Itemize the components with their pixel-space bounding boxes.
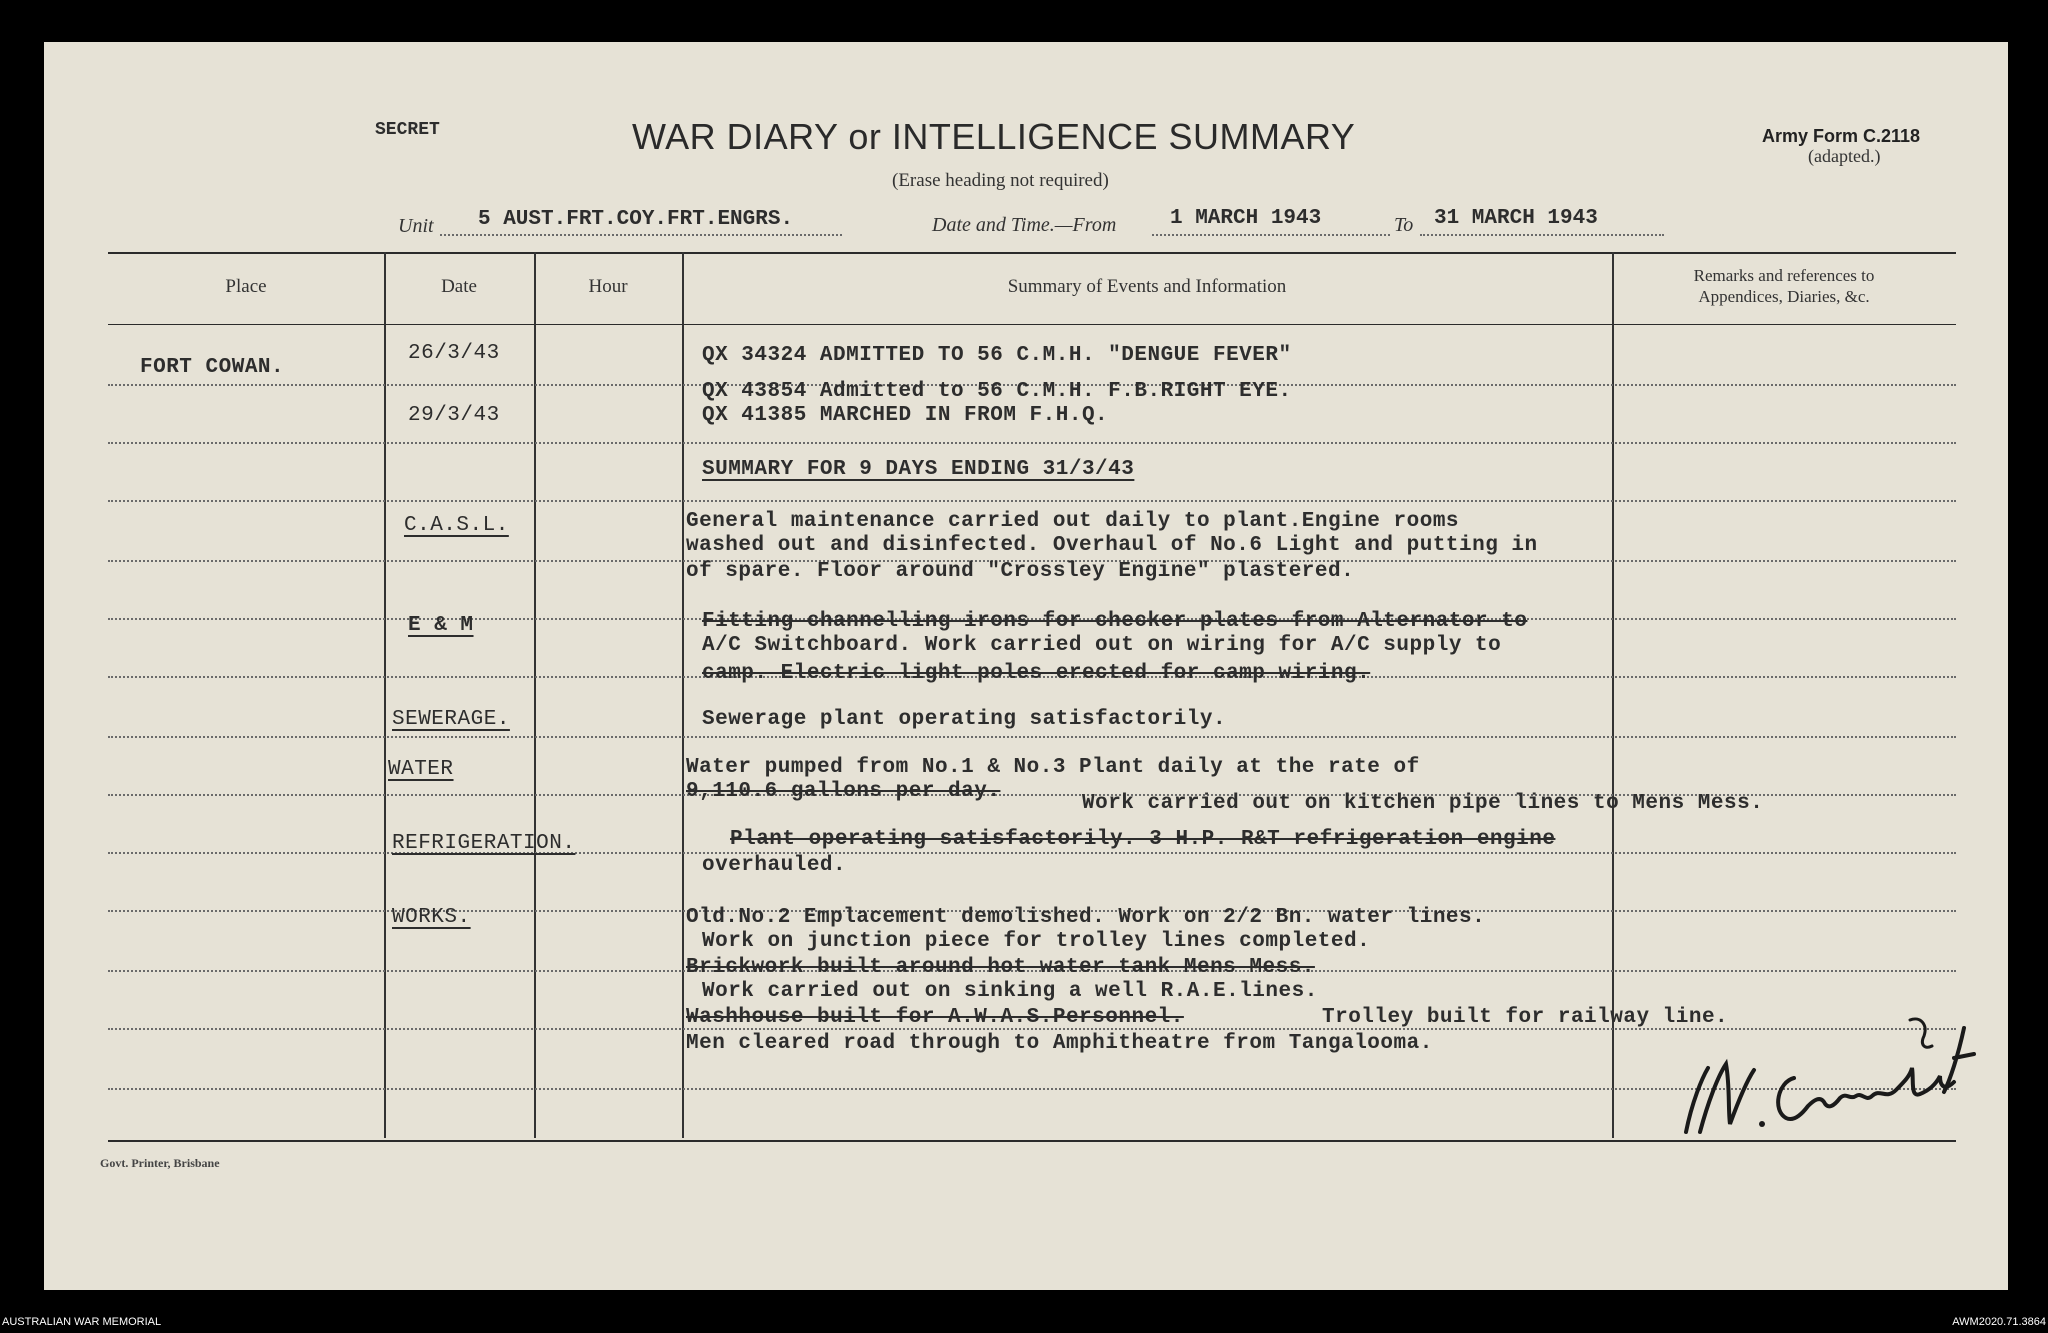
date-from-label: Date and Time.—From xyxy=(932,214,1117,236)
secret-stamp: SECRET xyxy=(375,120,440,140)
archive-id: AWM2020.71.3864 xyxy=(1952,1316,2046,1328)
water-line: 9,110.6 gallons per day. xyxy=(686,780,1001,803)
date-from-dotted-line xyxy=(1152,234,1390,236)
column-header-summary: Summary of Events and Information xyxy=(1007,276,1287,297)
column-header-remarks-line2: Appendices, Diaries, &c. xyxy=(1698,287,1870,306)
column-header-place: Place xyxy=(225,276,267,297)
ruling-line xyxy=(108,852,1956,854)
officer-signature xyxy=(1674,1006,1994,1142)
entry-line: QX 43854 Admitted to 56 C.M.H. F.B.RIGHT EYE. xyxy=(702,380,1292,403)
form-adapted: (adapted.) xyxy=(1808,146,1881,166)
column-header-hour: Hour xyxy=(588,276,628,297)
casl-line: washed out and disinfected. Overhaul of No.6 Light and putting in xyxy=(686,534,1538,557)
water-line: Water pumped from No.1 & No.3 Plant daily at the rate of xyxy=(686,756,1420,779)
works-line: Washhouse built for A.W.A.S.Personnel. xyxy=(686,1006,1184,1029)
em-line: camp. Electric light poles erected for camp wiring. xyxy=(702,662,1371,685)
ruling-line xyxy=(108,442,1956,444)
casl-line: of spare. Floor around "Crossley Engine" plastered. xyxy=(686,560,1355,583)
column-header-date: Date xyxy=(441,276,477,297)
em-line: Fitting channelling irons for checker plates from Alternator to xyxy=(702,610,1528,633)
printer-imprint: Govt. Printer, Brisbane xyxy=(100,1156,220,1170)
works-line: Work on junction piece for trolley lines completed. xyxy=(702,930,1371,953)
date-to-label: To xyxy=(1394,214,1414,236)
works-line: Trolley built for railway line. xyxy=(1322,1006,1729,1029)
section-label-em: E & M xyxy=(408,614,474,637)
date-to-value: 31 MARCH 1943 xyxy=(1434,207,1598,230)
em-line: A/C Switchboard. Work carried out on wiring for A/C supply to xyxy=(702,634,1502,657)
date-from-value: 1 MARCH 1943 xyxy=(1170,207,1322,230)
page-title: WAR DIARY or INTELLIGENCE SUMMARY xyxy=(632,116,1356,157)
section-label-refrigeration: REFRIGERATION. xyxy=(392,832,576,855)
refrigeration-line: Plant operating satisfactorily. 3 H.P. R&T refrigeration engine xyxy=(730,828,1556,851)
casl-line: General maintenance carried out daily to plant.Engine rooms xyxy=(686,510,1460,533)
column-header-remarks-line1: Remarks and references to xyxy=(1693,266,1875,285)
page-subtitle: (Erase heading not required) xyxy=(892,170,1109,191)
date-entry: 26/3/43 xyxy=(408,342,500,365)
form-number: Army Form C.2118 xyxy=(1762,126,1921,146)
place-entry: FORT COWAN. xyxy=(140,356,285,379)
section-label-works: WORKS. xyxy=(392,906,471,929)
section-label-sewerage: SEWERAGE. xyxy=(392,708,510,731)
works-line: Brickwork built around hot water tank Mens Mess. xyxy=(686,956,1315,979)
date-to-dotted-line xyxy=(1420,234,1664,236)
unit-value: 5 AUST.FRT.COY.FRT.ENGRS. xyxy=(478,208,794,231)
entry-line: QX 41385 MARCHED IN FROM F.H.Q. xyxy=(702,404,1109,427)
ruling-line xyxy=(108,736,1956,738)
section-label-water: WATER xyxy=(388,758,454,781)
date-entry: 29/3/43 xyxy=(408,404,500,427)
unit-dotted-line xyxy=(440,234,842,236)
unit-label: Unit xyxy=(398,215,434,237)
water-line: Work carried out on kitchen pipe lines to Mens Mess. xyxy=(1082,792,1764,815)
archive-caption: AUSTRALIAN WAR MEMORIAL xyxy=(2,1316,162,1328)
section-label-casl: C.A.S.L. xyxy=(404,514,509,537)
entry-line: QX 34324 ADMITTED TO 56 C.M.H. "DENGUE FEVER" xyxy=(702,344,1292,367)
works-line: Work carried out on sinking a well R.A.E.lines. xyxy=(702,980,1318,1003)
ruling-line xyxy=(108,500,1956,502)
works-line: Men cleared road through to Amphitheatre from Tangalooma. xyxy=(686,1032,1433,1055)
summary-heading: SUMMARY FOR 9 DAYS ENDING 31/3/43 xyxy=(702,458,1135,481)
sewerage-line: Sewerage plant operating satisfactorily. xyxy=(702,708,1227,731)
refrigeration-line: overhauled. xyxy=(702,854,847,877)
works-line: Old.No.2 Emplacement demolished. Work on 2/2 Bn. water lines. xyxy=(686,906,1486,929)
